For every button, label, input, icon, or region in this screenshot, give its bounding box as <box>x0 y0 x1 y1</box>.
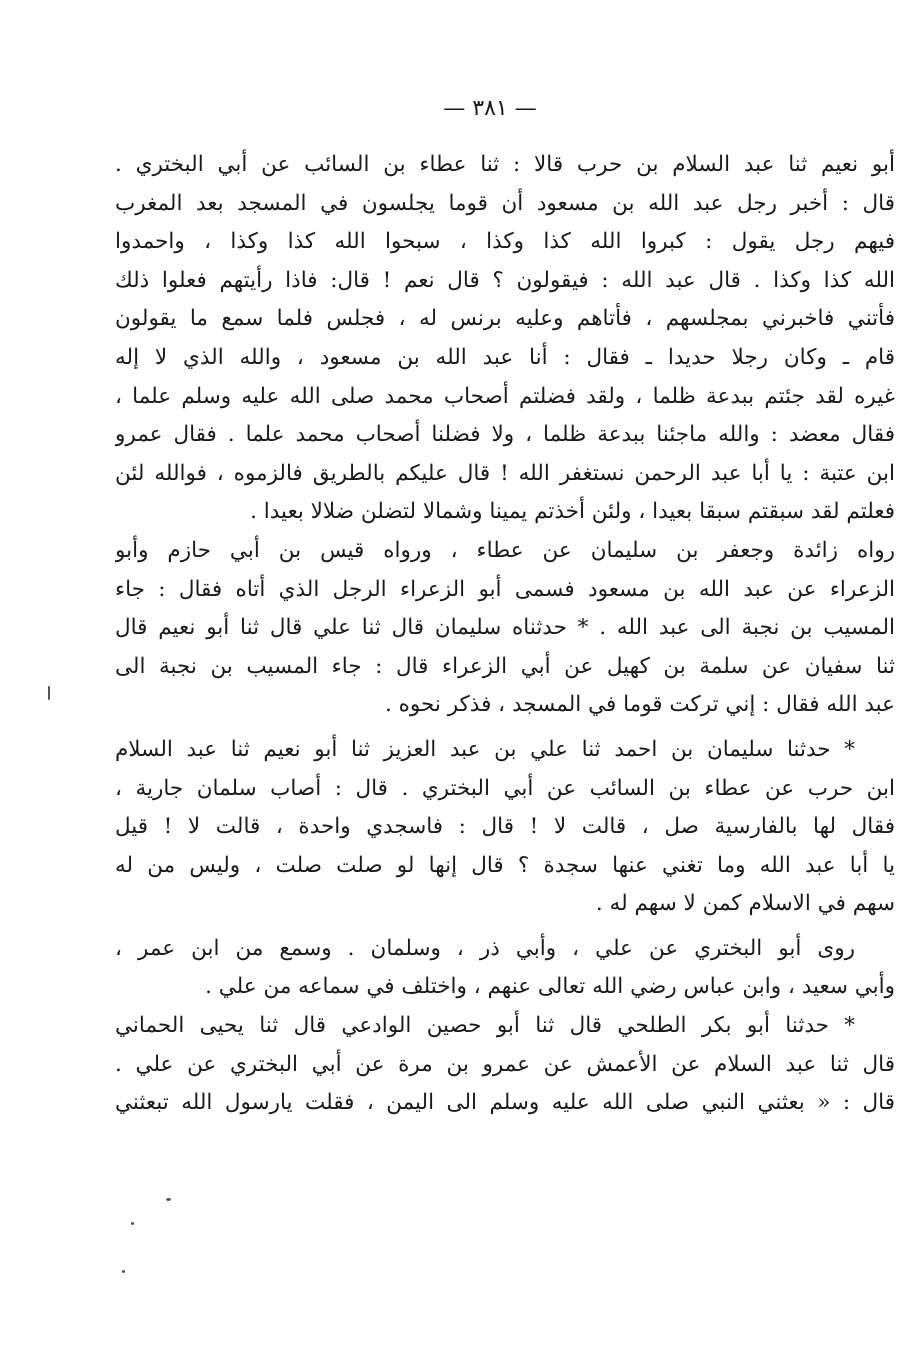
text-line: أبو نعيم ثنا عبد السلام بن حرب قالا : ثنا عطاء بن السائب عن أبي البختري . <box>115 152 895 177</box>
paragraph-1 <box>115 146 895 532</box>
paragraph-2 <box>115 532 895 725</box>
paragraph-5 <box>115 1007 895 1123</box>
paragraph-3 <box>115 731 895 924</box>
text-line: عبد الله فقال : إني تركت قوما في المسجد ، فذكر نحوه . <box>384 692 895 718</box>
paragraph-4 <box>115 930 895 1007</box>
text-line: قال : « بعثني النبي صلى الله عليه وسلم الى اليمن ، فقلت يارسول الله تبعثني <box>115 1090 895 1116</box>
text-line: قام ـ وكان رجلا حديدا ـ فقال : أنا عبد الله بن مسعود ، والله الذي لا إله <box>115 344 895 370</box>
scan-speck <box>48 686 50 700</box>
text-line: * حدثنا سليمان بن احمد ثنا علي بن عبد العزيز ثنا أبو نعيم ثنا عبد السلام <box>115 736 855 762</box>
text-line: ثنا سفيان عن سلمة بن كهيل عن أبي الزعراء قال : جاء المسيب بن نجبة الى <box>115 653 895 679</box>
text-line: فقال معضد : والله ماجئنا ببدعة ظلما ، ولا فضلنا أصحاب محمد علما . فقال عمرو <box>115 422 895 448</box>
text-line: رواه زائدة وجعفر بن سليمان عن عطاء ، ورواه قيس بن أبي حازم وأبو <box>115 537 895 563</box>
text-line: غيره لقد جئتم ببدعة ظلما ، ولقد فضلتم أصحاب محمد صلى الله عليه وسلم علما ، <box>115 383 895 409</box>
text-line: يا أبا عبد الله وما تغني عنها سجدة ؟ قال إنها لو صلت صلت ، وليس من له <box>115 852 895 878</box>
body-text <box>115 146 895 1123</box>
text-line: ابن حرب عن عطاء بن السائب عن أبي البختري . قال : أصاب سلمان جارية ، <box>115 775 895 801</box>
text-line: فقال لها بالفارسية صل ، قالت لا ! قال : فاسجدي واحدة ، قالت لا ! قيل <box>115 814 895 840</box>
text-line: سهم في الاسلام كمن لا سهم له . <box>595 891 895 917</box>
text-line: الزعراء عن عبد الله بن مسعود فسمى أبو الزعراء الرجل الذي أتاه فقال : جاء <box>115 576 895 602</box>
text-line: * حدثنا أبو بكر الطلحي قال ثنا أبو حصين الوادعي قال ثنا يحيى الحماني <box>115 1013 855 1039</box>
text-line: روى أبو البختري عن علي ، وأبي ذر ، وسلمان . وسمع من ابن عمر ، <box>115 935 855 961</box>
scan-speck <box>122 1270 125 1273</box>
text-line: فعلتم لقد سبقتم سبقا بعيدا ، ولئن أخذتم يمينا وشمالا لتضلن ضلالا بعيدا . <box>250 499 895 525</box>
text-line: فيهم رجل يقول : كبروا الله كذا وكذا ، سبحوا الله كذا وكذا ، واحمدوا <box>115 229 895 255</box>
text-line: فأتني فاخبرني بمجلسهم ، فأتاهم وعليه برنس له ، فجلس فلما سمع ما يقولون <box>115 306 895 332</box>
text-line: الله كذا وكذا . قال عبد الله : فيقولون ؟ قال نعم ! قال: فاذا رأيتهم فعلوا ذلك <box>115 267 895 293</box>
text-line: المسيب بن نجبة الى عبد الله . * حدثناه سليمان قال ثنا علي قال ثنا أبو نعيم قال <box>115 615 895 641</box>
text-line: قال : أخبر رجل عبد الله بن مسعود أن قوما يجلسون في المسجد بعد المغرب <box>115 190 895 216</box>
scan-speck <box>166 1198 171 1201</box>
text-line: قال ثنا عبد السلام عن الأعمش عن عمرو بن مرة عن أبي البختري عن علي . <box>115 1051 895 1077</box>
scan-speck <box>131 1222 134 1225</box>
text-line: ابن عتبة : يا أبا عبد الرحمن نستغفر الله ! قال عليكم بالطريق فالزموه ، فوالله لئن <box>115 460 895 486</box>
text-line: وأبي سعيد ، وابن عباس رضي الله تعالى عنهم ، واختلف في سماعه من علي . <box>205 974 895 1000</box>
page-number: — ٣٨١ — <box>443 96 537 121</box>
